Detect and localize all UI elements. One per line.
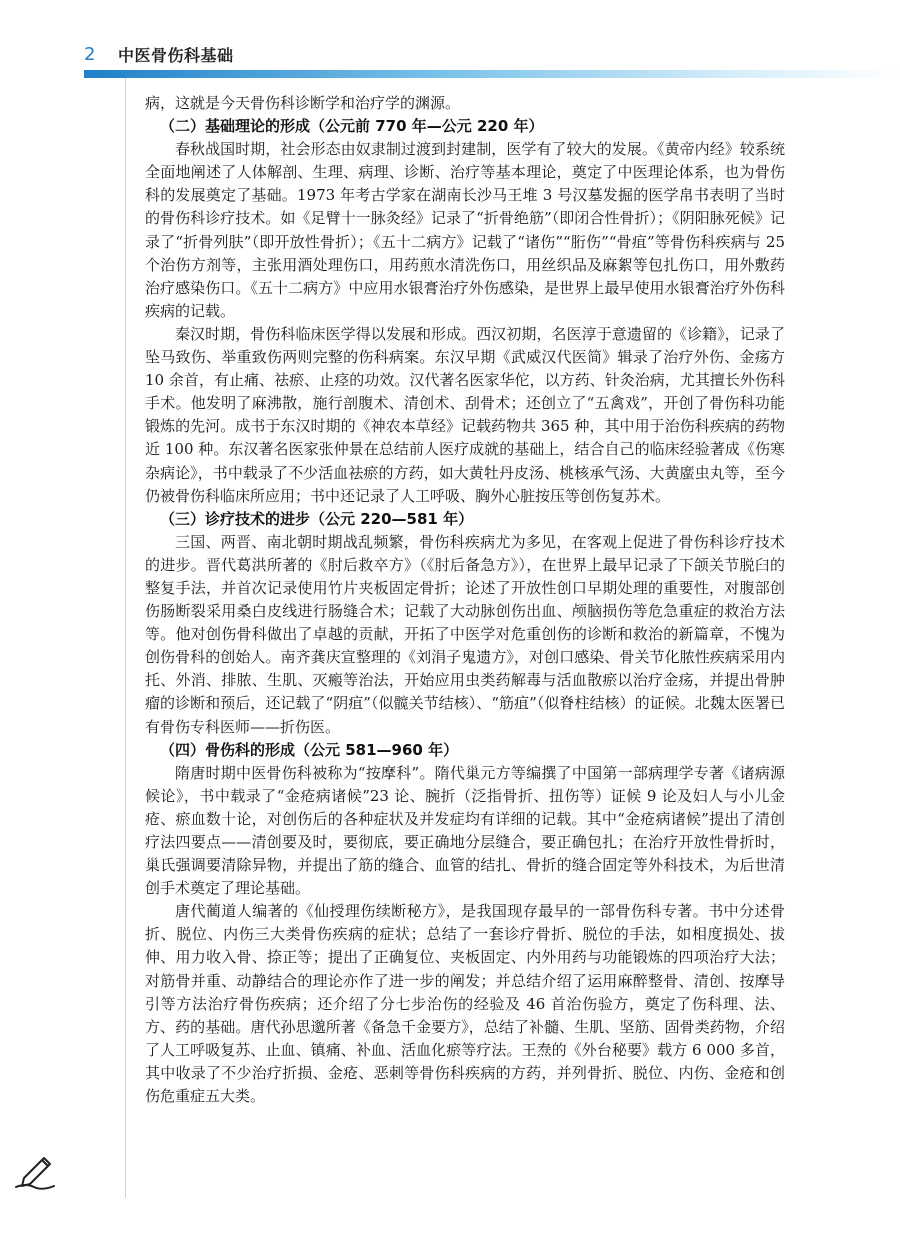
- paragraph: 唐代蔺道人编著的《仙授理伤续断秘方》，是我国现存最早的一部骨伤科专著。书中分述骨折、脱位、内伤三大类骨伤疾病的症状；总结了一套诊疗骨折、脱位的手法，如相度损处、拔伸、用力收入骨、捺正等；提出了正确复位、夹板固定、内外用药与功能锻炼的四项治疗大法；对筋骨并重、动静结合的理论亦作了进一步的阐发；并总结介绍了运用麻醉整骨、清创、按摩导引等方法治疗骨伤疾病；还介绍了分七步治伤的经验及 46 首治伤验方，奠定了伤科理、法、方、药的基础。唐代孙思邈所著《备急千金要方》，总结了补髓、生肌、坚筋、固骨类药物，介绍了人工呼吸复苏、止血、镇痛、补血、活血化瘀等疗法。王焘的《外台秘要》载方 6 000 多首，其中收录了不少治疗折损、金疮、恶刺等骨伤科疾病的方药，并列骨折、脱位、内伤、金疮和创伤危重症五大类。: [145, 902, 785, 1106]
- paragraph: 隋唐时期中医骨伤科被称为“按摩科”。隋代巢元方等编撰了中国第一部病理学专著《诸病源候论》，书中载录了“金疮病诸候”23 论、腕折（泛指骨折、扭伤等）证候 9 论及妇人与小儿金疮、瘀血数十论，对创伤后的各种症状及并发症均有详细的记载。其中“金疮病诸候”提出了清创疗法四要点——清创要及时，要彻底，要正确地分层缝合，要正确包扎；在治疗开放性骨折时，巢氏强调要清除异物，并提出了筋的缝合、血管的结扎、骨折的缝合固定等外科技术，为后世清创手术奠定了理论基础。: [145, 763, 785, 898]
- pen-writing-icon: [14, 1150, 60, 1190]
- paragraph: 三国、两晋、南北朝时期战乱频繁，骨伤科疾病尤为多见，在客观上促进了骨伤科诊疗技术的进步。晋代葛洪所著的《肘后救卒方》（《肘后备急方》），在世界上最早记录了下颌关节脱臼的整复手法，并首次记录使用竹片夹板固定骨折；论述了开放性创口早期处理的重要性，对腹部创伤肠断裂采用桑白皮线进行肠缝合术；记载了大动脉创伤出血、颅脑损伤等危急重症的救治方法等。他对创伤骨科做出了卓越的贡献，开拓了中医学对危重创伤的诊断和救治的新篇章，不愧为创伤骨科的创始人。南齐龚庆宣整理的《刘涓子鬼遗方》，对创口感染、骨关节化脓性疾病采用内托、外消、排脓、生肌、灭瘢等治法，开始应用虫类药解毒与活血散瘀以治疗金疡，并提出骨肿瘤的诊断和预后，还记载了“阴疽”（似髋关节结核）、“筋疽”（似脊柱结核）的证候。北魏太医署已有骨伤专科医师——折伤医。: [145, 532, 785, 736]
- book-title: 中医骨伤科基础: [118, 45, 234, 65]
- section-heading-2: （二）基础理论的形成（公元前 770 年—公元 220 年）: [160, 117, 544, 136]
- paragraph-continued: 病，这就是今天骨伤科诊断学和治疗学的渊源。: [145, 94, 461, 112]
- page-body: [145, 92, 785, 1108]
- paragraph: 春秋战国时期，社会形态由奴隶制过渡到封建制，医学有了较大的发展。《黄帝内经》较系统全面地阐述了人体解剖、生理、病理、诊断、治疗等基本理论，奠定了中医理论体系，也为骨伤科的发展奠定了基础。1973 年考古学家在湖南长沙马王堆 3 号汉墓发掘的医学帛书表明了当时的骨伤科诊疗技术。如《足臂十一脉灸经》记录了“折骨绝筋”（即闭合性骨折）；《阴阳脉死候》记录了“折骨列肤”（即开放性骨折）；《五十二病方》记载了“诸伤”“胻伤”“骨疽”等骨伤科疾病与 25 个治伤方剂等，主张用酒处理伤口，用药煎水清洗伤口，用丝织品及麻絮等包扎伤口，用外敷药治疗感染伤口。《五十二病方》中应用水银膏治疗外伤感染，是世界上最早使用水银膏治疗外伤科疾病的记载。: [145, 140, 785, 320]
- paragraph: 秦汉时期，骨伤科临床医学得以发展和形成。西汉初期，名医淳于意遗留的《诊籍》，记录了坠马致伤、举重致伤两则完整的伤科病案。东汉早期《武威汉代医简》辑录了治疗外伤、金疡方 10 余首，有止痛、祛瘀、止痉的功效。汉代著名医家华佗，以方药、针灸治病，尤其擅长外伤科手术。他发明了麻沸散，施行剖腹术、清创术、刮骨术；还创立了“五禽戏”，开创了骨伤科功能锻炼的先河。成书于东汉时期的《神农本草经》记载药物共 365 种，其中用于治伤科疾病的药物近 100 种。东汉著名医家张仲景在总结前人医疗成就的基础上，结合自己的临床经验著成《伤寒杂病论》，书中载录了不少活血祛瘀的方药，如大黄牡丹皮汤、桃核承气汤、大黄䗪虫丸等，至今仍被骨伤科临床所应用；书中还记录了人工呼吸、胸外心脏按压等创伤复苏术。: [145, 324, 785, 505]
- page-number: 2: [84, 43, 96, 65]
- section-heading-3: （三）诊疗技术的进步（公元 220—581 年）: [160, 509, 474, 528]
- section-heading-4: （四）骨伤科的形成（公元 581—960 年）: [160, 740, 459, 759]
- page-header: [84, 40, 900, 68]
- header-rule: [84, 70, 900, 78]
- margin-line: [125, 78, 126, 1198]
